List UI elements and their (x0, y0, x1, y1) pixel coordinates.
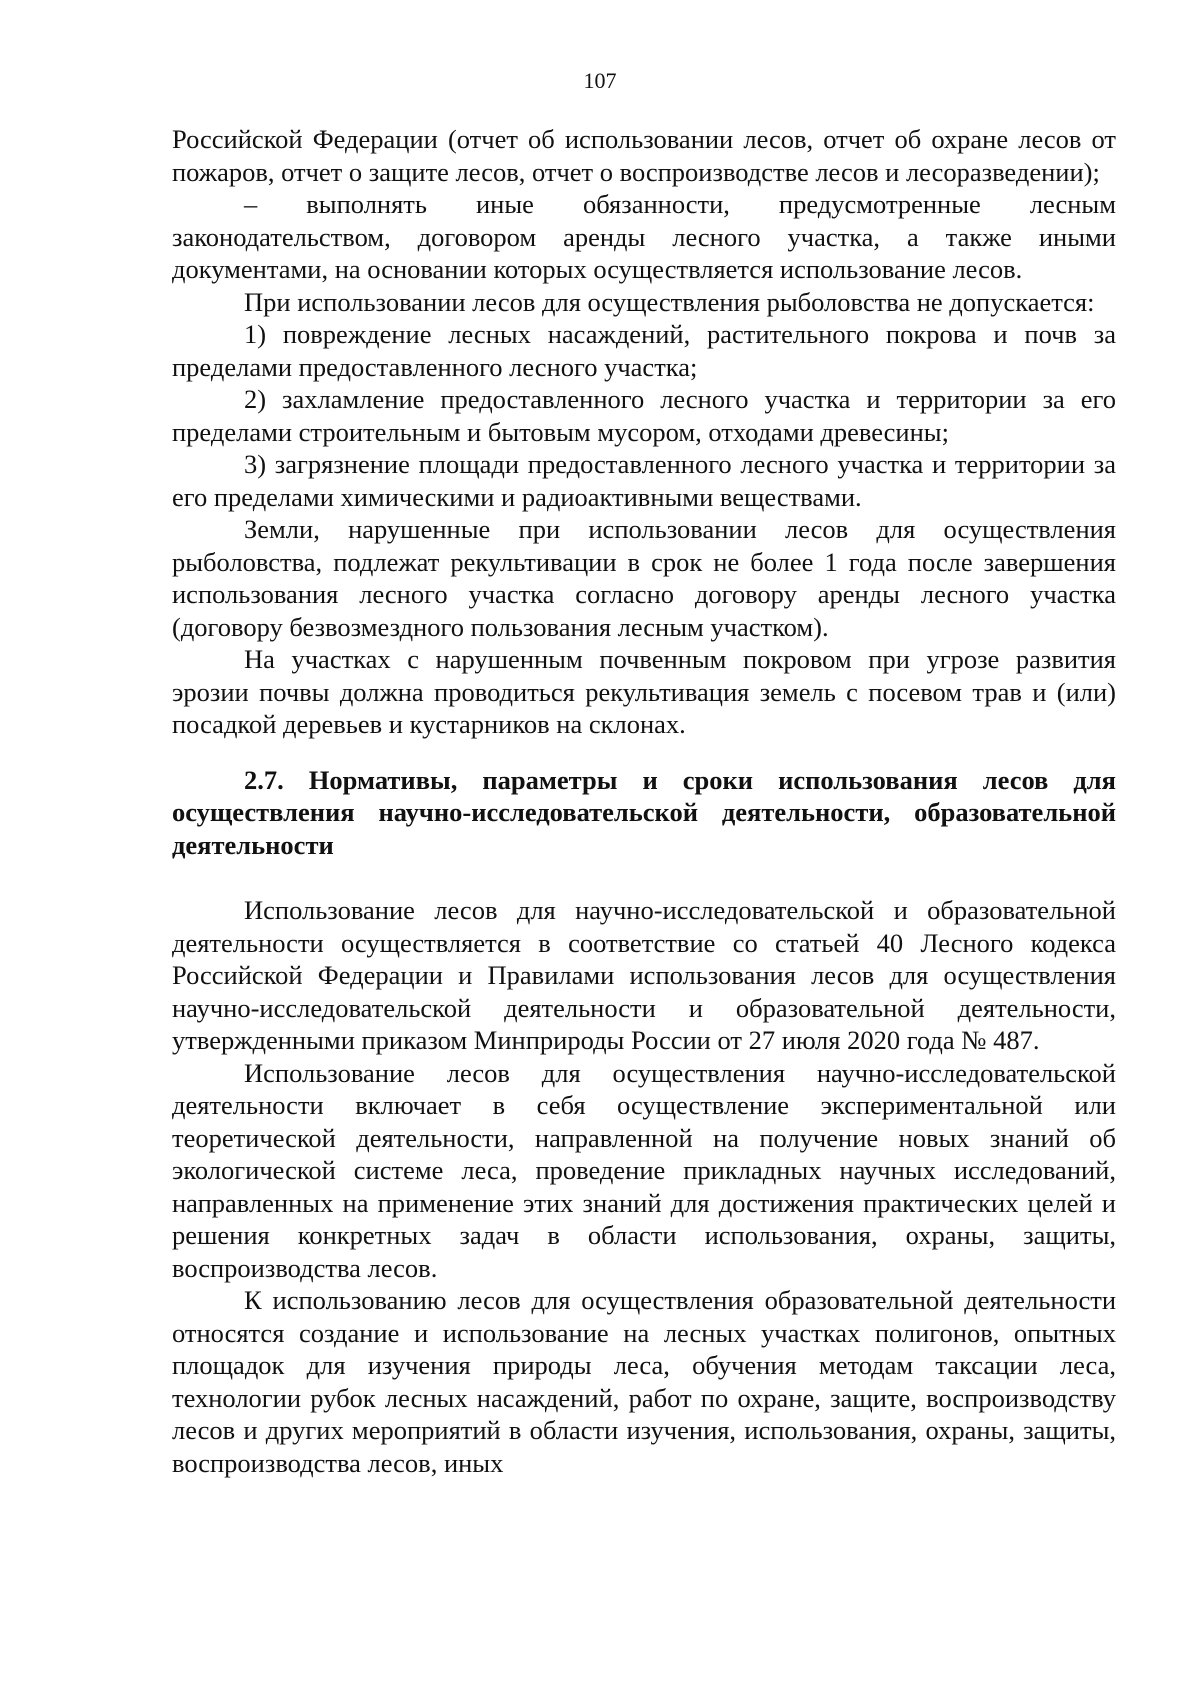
list-item: 2) захламление предоставленного лесного участка и территории за его пределами строительным и бытовым мусором, отходами древесины; (172, 384, 1116, 447)
page-content (172, 123, 1116, 1479)
paragraph: На участках с нарушенным почвенным покровом при угрозе развития эрозии почвы должна проводиться рекультивация земель с посевом трав и (или) посадкой деревьев и кустарников на склонах. (172, 644, 1116, 739)
list-item: 1) повреждение лесных насаждений, растительного покрова и почв за пределами предоставленного лесного участка; (172, 319, 1116, 382)
section-heading: 2.7. Нормативы, параметры и сроки использования лесов для осуществления научно-исследовательской деятельности, образовательной деятельности (172, 764, 1116, 860)
paragraph: Земли, нарушенные при использовании лесов для осуществления рыболовства, подлежат рекультивации в срок не более 1 года после завершения использования лесного участка согласно договору аренды лесного участка (договору безвозмездного пользования лесным участком). (172, 514, 1116, 642)
page-number: 107 (583, 68, 617, 93)
paragraph: Использование лесов для осуществления научно-исследовательской деятельности включает в себя осуществление экспериментальной или теоретической деятельности, направленной на получение новых знаний об экологической системе леса, проведение прикладных научных исследований, направленных на применение этих знаний для достижения практических целей и решения конкретных задач в области использования, охраны, защиты, воспроизводства лесов. (172, 1057, 1116, 1283)
paragraph: Российской Федерации (отчет об использовании лесов, отчет об охране лесов от пожаров, отчет о защите лесов, отчет о воспроизводстве лесов и лесоразведении); (172, 124, 1116, 187)
list-item: 3) загрязнение площади предоставленного лесного участка и территории за его пределами химическими и радиоактивными веществами. (172, 449, 1116, 512)
paragraph: – выполнять иные обязанности, предусмотренные лесным законодательством, договором аренды лесного участка, а также иными документами, на основании которых осуществляется использование лесов. (172, 189, 1116, 284)
paragraph: При использовании лесов для осуществления рыболовства не допускается: (244, 286, 1095, 317)
paragraph: К использованию лесов для осуществления образовательной деятельности относятся создание и использование на лесных участках полигонов, опытных площадок для изучения природы леса, обучения методам таксации леса, технологии рубок лесных насаждений, работ по охране, защите, воспроизводству лесов и других мероприятий в области изучения, использования, охраны, защиты, воспроизводства лесов, иных (172, 1285, 1116, 1478)
paragraph: Использование лесов для научно-исследовательской и образовательной деятельности осуществляется в соответствие со статьей 40 Лесного кодекса Российской Федерации и Правилами использования лесов для осуществления научно-исследовательской деятельности и образовательной деятельности, утвержденными приказом Минприроды России от 27 июля 2020 года № 487. (172, 895, 1116, 1055)
